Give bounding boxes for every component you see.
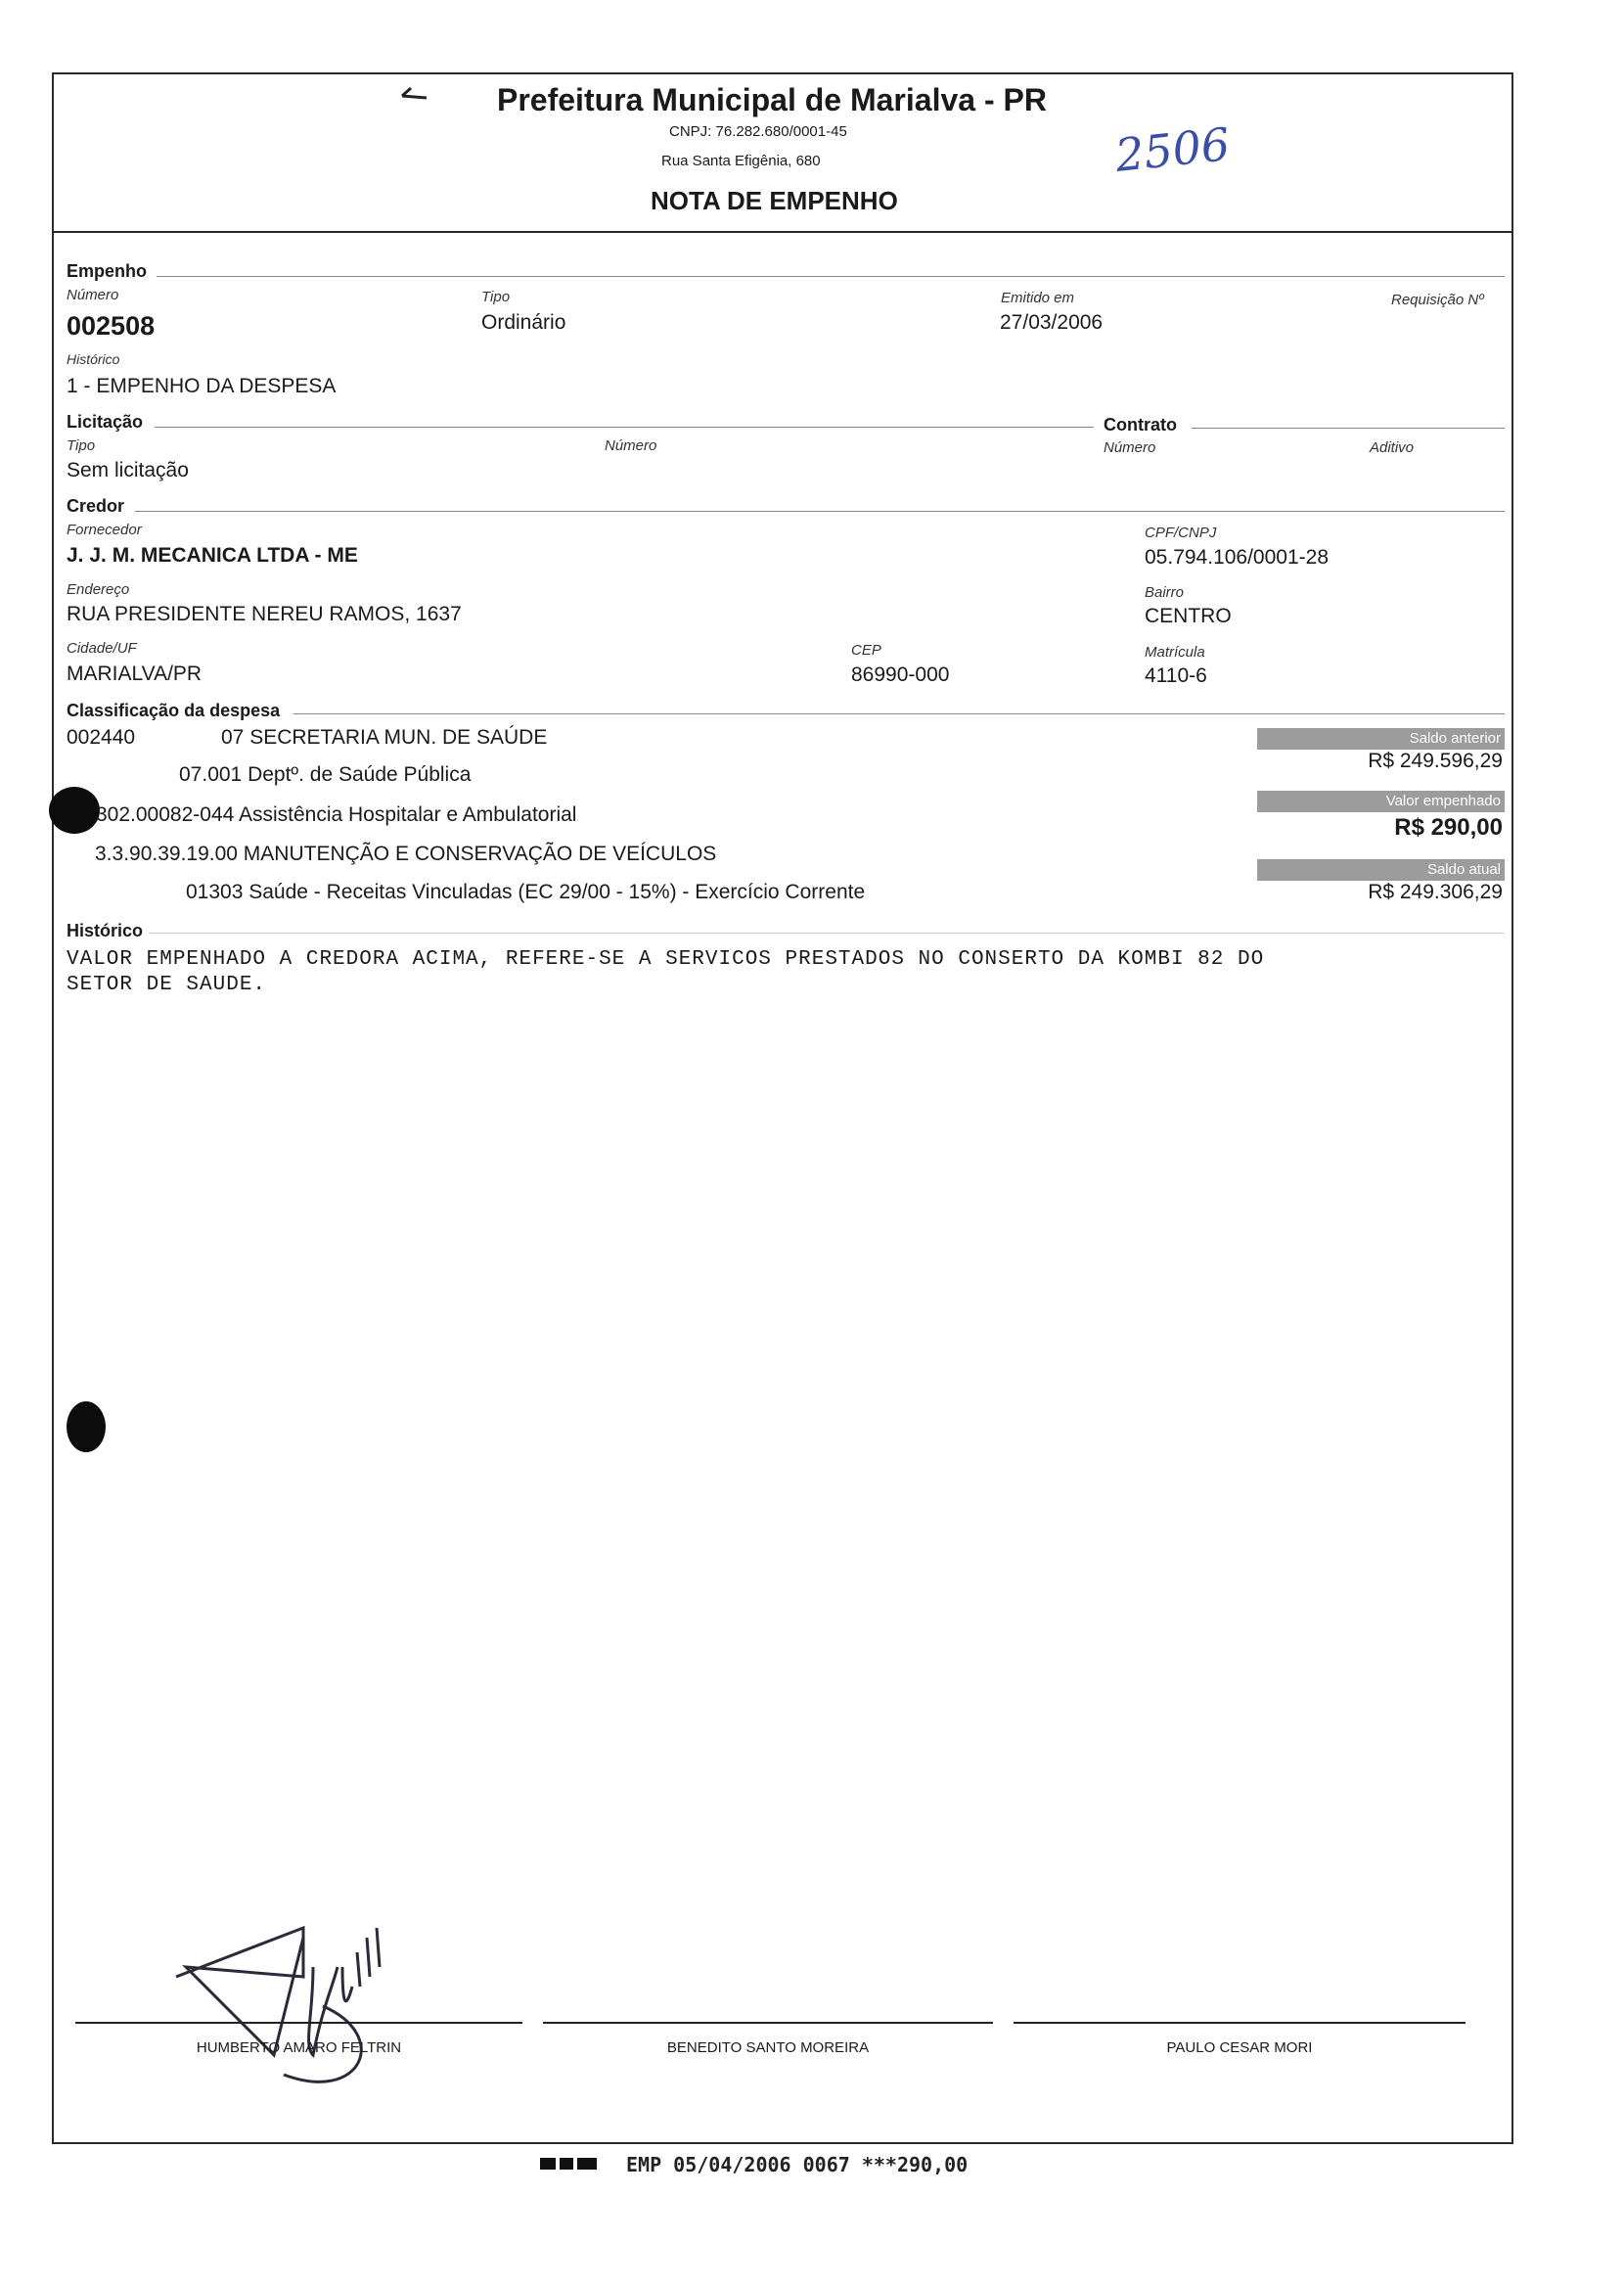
empenho-tipo-label: Tipo (481, 289, 511, 305)
signature-line-2 (543, 2022, 993, 2024)
fornecedor-name: J. J. M. MECANICA LTDA - ME (67, 544, 358, 567)
cidade-label: Cidade/UF (67, 640, 137, 657)
licitacao-numero-label: Número (605, 437, 657, 454)
handwritten-number: 2506 (1112, 117, 1233, 182)
signature-scribble (166, 1908, 460, 2128)
historico-label-1: Histórico (67, 351, 120, 367)
fornecedor-label: Fornecedor (67, 522, 142, 538)
classificacao-code: 002440 (67, 726, 136, 749)
bottom-stamp: EMP 05/04/2006 0067 ***290,00 (626, 2153, 969, 2176)
classificacao-fonte: 01303 Saúde - Receitas Vinculadas (EC 29/00 - 15%) - Exercício Corrente (186, 881, 866, 903)
signatory-2: BENEDITO SANTO MOREIRA (666, 2039, 870, 2056)
punch-hole-icon (49, 787, 100, 834)
empenho-numero-label: Número (67, 287, 119, 303)
credor-cidade: MARIALVA/PR (67, 663, 203, 685)
section-credor: Credor (67, 496, 125, 516)
saldo-anterior-label: Saldo anterior (1257, 728, 1505, 750)
rule-classificacao (293, 713, 1505, 714)
empenho-historico: 1 - EMPENHO DA DESPESA (67, 375, 337, 397)
empenho-tipo: Ordinário (481, 311, 566, 334)
valor-empenhado-value: R$ 290,00 (1394, 814, 1503, 841)
empenho-numero: 002508 (67, 311, 156, 341)
signatory-3: PAULO CESAR MORI (1166, 2039, 1313, 2056)
credor-matricula: 4110-6 (1145, 664, 1207, 687)
saldo-atual-value: R$ 249.306,29 (1368, 881, 1503, 903)
header-divider (52, 231, 1513, 233)
punch-hole-icon (67, 1401, 106, 1452)
endereco-label: Endereço (67, 581, 130, 598)
classificacao-elemento: 3.3.90.39.19.00 MANUTENÇÃO E CONSERVAÇÃO DE VEÍCULOS (95, 843, 717, 865)
contrato-aditivo-label: Aditivo (1370, 439, 1415, 456)
requisicao-label: Requisição Nº (1391, 292, 1484, 308)
emitido-date: 27/03/2006 (1000, 311, 1104, 334)
classificacao-programa: 302.00082-044 Assistência Hospitalar e Ambulatorial (96, 803, 577, 826)
header-cnpj: CNPJ: 76.282.680/0001-45 (669, 123, 847, 140)
credor-bairro: CENTRO (1145, 605, 1232, 627)
rule-licitacao (155, 427, 1094, 428)
licitacao-tipo-label: Tipo (67, 437, 96, 454)
bairro-label: Bairro (1145, 584, 1185, 601)
signatory-1: HUMBERTO AMARO FELTRIN (196, 2039, 402, 2056)
rule-empenho (157, 276, 1505, 277)
valor-empenhado-label: Valor empenhado (1257, 791, 1505, 812)
historico-line-1: VALOR EMPENHADO A CREDORA ACIMA, REFERE-SE A SERVICOS PRESTADOS NO CONSERTO DA KOMBI 82 DO (67, 948, 1265, 971)
cnpj-label: CPF/CNPJ (1145, 525, 1217, 541)
signature-line-3 (1014, 2022, 1466, 2024)
historico-line-2: SETOR DE SAUDE. (67, 974, 267, 996)
header-address: Rua Santa Efigênia, 680 (661, 153, 821, 169)
saldo-anterior-value: R$ 249.596,29 (1368, 750, 1503, 772)
signature-line-1 (75, 2022, 522, 2024)
header-title: Prefeitura Municipal de Marialva - PR (497, 82, 1047, 117)
document-title: NOTA DE EMPENHO (651, 186, 898, 215)
contrato-numero-label: Número (1104, 439, 1156, 456)
rule-credor (135, 511, 1505, 512)
rule-contrato (1192, 428, 1505, 429)
section-licitacao: Licitação (67, 412, 144, 432)
section-empenho: Empenho (67, 261, 148, 281)
credor-endereco: RUA PRESIDENTE NEREU RAMOS, 1637 (67, 603, 462, 625)
section-classificacao: Classificação da despesa (67, 701, 281, 720)
classificacao-dept: 07.001 Deptº. de Saúde Pública (179, 763, 472, 786)
matricula-label: Matrícula (1145, 644, 1205, 661)
cep-label: CEP (851, 642, 881, 659)
section-contrato: Contrato (1104, 415, 1177, 435)
saldo-atual-label: Saldo atual (1257, 859, 1505, 881)
credor-cep: 86990-000 (851, 663, 950, 686)
rule-historico (149, 933, 1505, 934)
credor-cnpj: 05.794.106/0001-28 (1145, 546, 1330, 569)
arrow-mark-icon (399, 84, 429, 109)
emitido-label: Emitido em (1001, 290, 1075, 306)
stamp-mark-icon (540, 2156, 599, 2176)
classificacao-secretaria: 07 SECRETARIA MUN. DE SAÚDE (221, 726, 548, 749)
section-historico: Histórico (67, 921, 144, 940)
licitacao-tipo: Sem licitação (67, 459, 189, 481)
